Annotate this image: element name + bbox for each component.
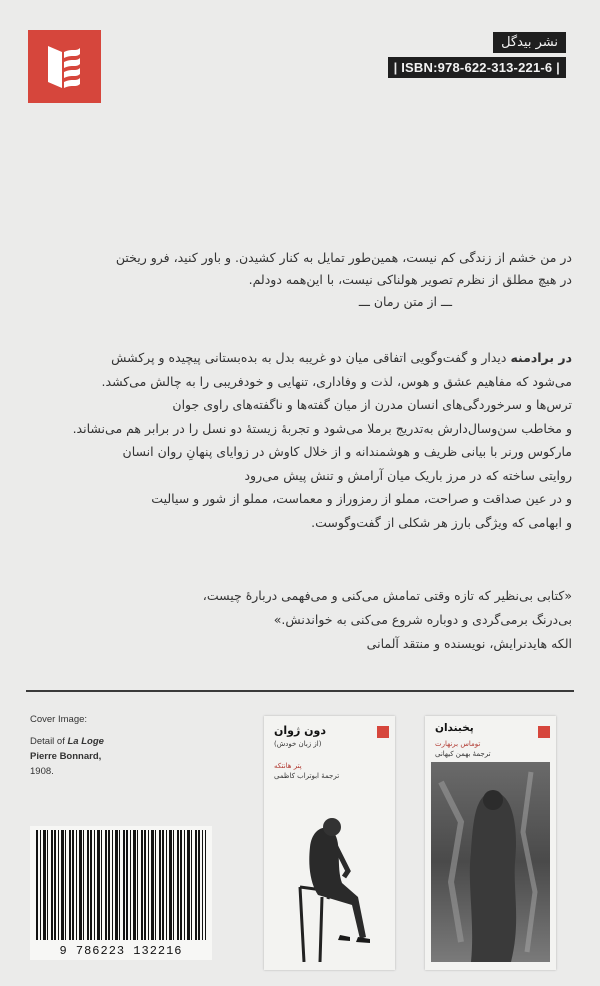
related-book-author: پتر هانتکه [274,762,302,770]
seated-man-illustration [270,787,389,962]
related-book-cover [264,716,395,970]
cover-credit-prefix: Detail of [30,736,65,747]
excerpt-line: در من خشم از زندگی کم نیست، همین‌طور تمایل به کنار کشیدن. و باور کنید، فرو ریختن [115,250,572,265]
novel-excerpt [24,247,572,313]
book-logo-icon [377,726,389,738]
related-book-title: دون ژوان [274,724,327,737]
cover-year: 1908. [30,766,54,777]
cover-image-credit [30,712,180,779]
section-divider [26,690,574,692]
description-line: مارکوس ورنر با بیانی ظریف و هوشمندانه و از خلال کاوش در زوایای پنهانِ روان انسان [122,444,572,459]
related-book-title: پخبندان [435,722,474,734]
related-book-translator: ترجمهٔ بهمن کیهانی [435,750,491,758]
review-attribution: الکه هایدنرایش، نویسنده و منتقد آلمانی [366,636,572,651]
description-line: ترس‌ها و سرخوردگی‌های انسان مدرن از میان گفته‌ها و ناگفته‌های راوی جوان [172,397,572,412]
cover-artwork-title: La Loge [67,736,104,747]
publisher-logo [28,30,101,103]
related-book-author: توماس برنهارت [435,740,481,748]
excerpt-line: در هیچ مطلق از نظرم تصویر هولناکی نیست، با این‌همه دودلم. [248,272,572,287]
description-line: روایتی ساخته که در مرز باریک میان آرامش و تنش پیش می‌رود [244,467,572,483]
isbn-text: ISBN:978-622-313-221-6 [401,60,553,75]
description-line: دیدار و گفت‌وگویی اتفاقی میان دو غریبه بدل به بده‌بستانی پیچیده و پرکشش [111,350,507,365]
related-book-subtitle: (از زبان خودش) [274,740,322,748]
critic-review [22,584,572,656]
isbn-barcode [30,826,212,960]
book-description [22,346,572,534]
frost-painting-illustration [431,762,550,962]
review-line: «کتابی بی‌نظیر که تازه وقتی تمامش می‌کنی و می‌فهمی دربارهٔ چیست، [202,588,572,603]
book-logo-icon [538,726,550,738]
related-book-cover [425,716,556,970]
cover-artist: Pierre Bonnard, [30,751,102,762]
description-line: و ابهامی که ویژگی بارز هر شکلی از گفت‌وگوست. [311,514,572,530]
isbn-label: | ISBN:978-622-313-221-6 | [388,57,566,78]
description-line: می‌شود که مفاهیم عشق و هوس، لذت و وفاداری، تنهایی و خودفریبی را به چالش می‌کشد. [101,373,572,389]
book-mark-icon [42,42,86,92]
excerpt-source: ـــ از متن رمان ـــ [358,294,452,309]
barcode-digits: 9 786223 132216 [59,944,183,958]
barcode-bars [36,830,206,940]
publisher-name: نشر بیدگل [493,32,566,53]
related-book-translator: ترجمهٔ ابوتراب کاظمی [274,772,340,780]
review-line: بی‌درنگ برمی‌گردی و دوباره شروع می‌کنی به خواندنش.» [273,612,572,627]
cover-credit-label: Cover Image: [30,714,88,725]
description-line: و مخاطب سن‌وسال‌دارش به‌تدریج برملا می‌شود و تجربهٔ زیستهٔ دو نسل را در برابر هم می‌نشاند. [72,420,572,436]
description-line: و در عین صداقت و صراحت، مملو از رمزوراز و معماست، مملو از شور و سیالیت [151,491,572,506]
description-lead: در برادمنه [510,350,572,365]
